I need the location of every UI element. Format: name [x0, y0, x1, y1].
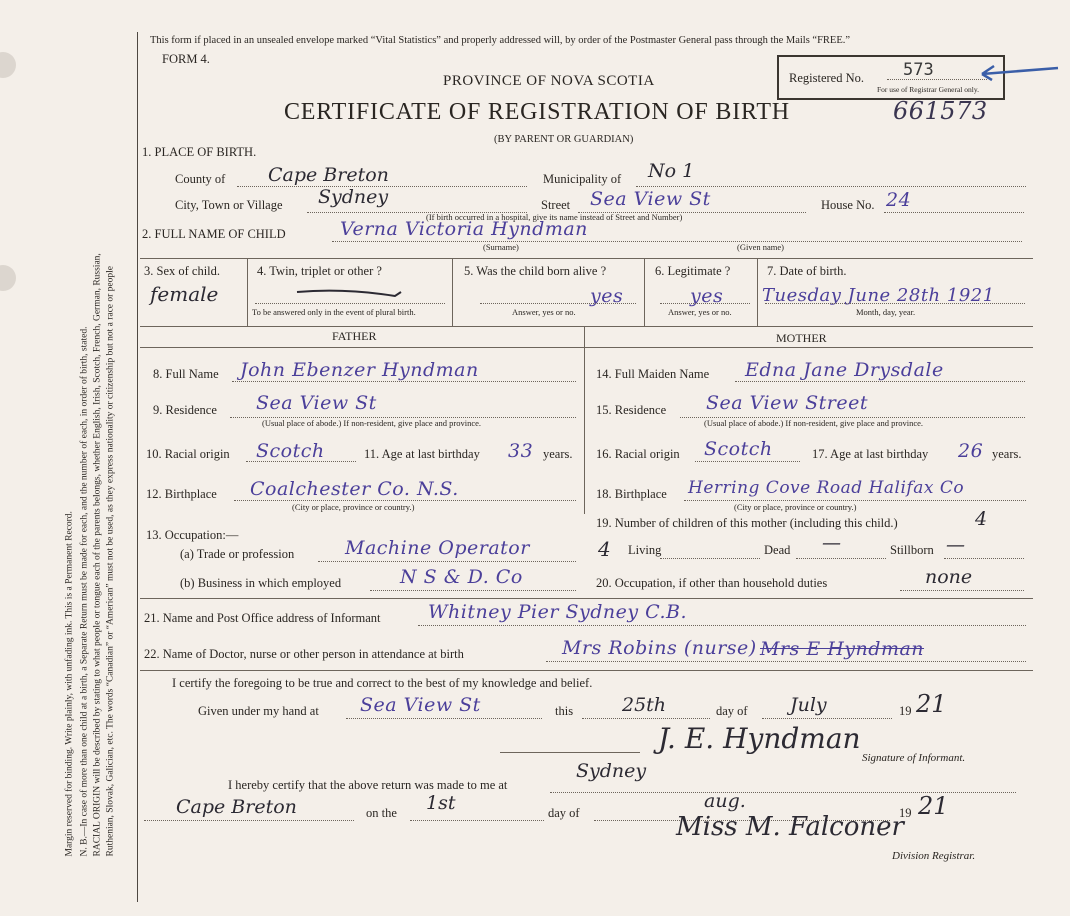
- father-name-label: 8. Full Name: [153, 367, 219, 381]
- city-value: Sydney: [318, 186, 389, 208]
- informant-signature: J. E. Hyndman: [658, 722, 861, 755]
- given-year-prefix: 19: [899, 704, 912, 718]
- mother-name-label: 14. Full Maiden Name: [596, 367, 710, 381]
- child-name-label: 2. FULL NAME OF CHILD: [142, 227, 286, 241]
- mother-occupation-label: 20. Occupation, if other than household duties: [596, 576, 828, 590]
- living-label: Living: [628, 543, 662, 557]
- mother-residence-value: Sea View Street: [706, 392, 868, 414]
- street-note: (If birth occurred in a hospital, give its name instead of Street and Number): [426, 212, 683, 222]
- father-race-value: Scotch: [256, 440, 325, 462]
- this-label: this: [555, 704, 574, 718]
- father-name-value: John Ebenzer Hyndman: [240, 359, 479, 381]
- given-day-of-label: day of: [716, 704, 748, 718]
- alive-note: Answer, yes or no.: [512, 307, 576, 317]
- mother-age-label: 17. Age at last birthday: [812, 447, 929, 461]
- registrar-day-of-label: day of: [548, 806, 580, 820]
- field-line: [410, 820, 544, 821]
- legitimate-value: yes: [690, 285, 724, 307]
- legitimate-note: Answer, yes or no.: [668, 307, 732, 317]
- field-line: [735, 381, 1025, 382]
- legitimate-label: 6. Legitimate ?: [655, 264, 731, 278]
- registered-number: 573: [903, 60, 934, 80]
- given-month-value: July: [790, 694, 827, 716]
- field-line: [500, 752, 640, 753]
- field-line: [480, 303, 636, 304]
- registration-box: [777, 55, 1005, 100]
- on-the-label: on the: [366, 806, 397, 820]
- field-line: [582, 718, 710, 719]
- divider: [757, 258, 758, 326]
- doctor-value: Mrs Robins (nurse): [562, 637, 757, 659]
- birth-date-note: Month, day, year.: [856, 307, 916, 317]
- arrow-mark-icon: [980, 62, 1060, 82]
- mother-occupation-value: none: [925, 566, 973, 588]
- given-label: Given under my hand at: [198, 704, 319, 718]
- field-line: [765, 303, 1025, 304]
- field-line: [900, 590, 1024, 591]
- twin-label: 4. Twin, triplet or other ?: [257, 264, 382, 278]
- margin-note-line: RACIAL ORIGIN will be described by stating to what people or tongue each of the parents belongs, whether English, Irish, Scotch, French, German, Russian,: [92, 253, 103, 857]
- county-value: Cape Breton: [268, 164, 389, 186]
- twin-dash: [295, 286, 405, 302]
- father-residence-note: (Usual place of abode.) If non-resident, give place and province.: [262, 418, 482, 428]
- street-value: Sea View St: [590, 188, 711, 210]
- field-line: [234, 500, 576, 501]
- margin-note-line: Ruthenian, Slovak, Galician, etc. The words “Canadian” or “American” must not be used, as they express nationality or citizenship but not a race or people: [105, 266, 116, 857]
- mother-heading: MOTHER: [776, 331, 827, 345]
- field-line: [660, 558, 760, 559]
- father-years: years.: [543, 447, 573, 461]
- title-handwritten-number: 661573: [893, 97, 988, 125]
- field-line: [762, 718, 892, 719]
- margin-rule: [137, 32, 138, 902]
- children-count-value: 4: [975, 508, 988, 530]
- certify-text: I certify the foregoing to be true and correct to the best of my knowledge and belief.: [172, 676, 593, 690]
- father-age-value: 33: [508, 440, 534, 462]
- divider: [140, 670, 1033, 671]
- doctor-label: 22. Name of Doctor, nurse or other person in attendance at birth: [144, 647, 464, 661]
- street-label: Street: [541, 198, 571, 212]
- father-race-label: 10. Racial origin: [146, 447, 230, 461]
- informant-label: 21. Name and Post Office address of Informant: [144, 611, 381, 625]
- municipality-value: No 1: [648, 160, 695, 182]
- field-line: [796, 558, 886, 559]
- alive-value: yes: [590, 285, 624, 307]
- field-line: [255, 303, 445, 304]
- divider: [452, 258, 453, 326]
- children-count-label: 19. Number of children of this mother (including this child.): [596, 516, 898, 530]
- registrar-place-value: Sydney: [576, 760, 647, 782]
- house-value: 24: [886, 189, 912, 211]
- city-label: City, Town or Village: [175, 198, 283, 212]
- mail-note: This form if placed in an unsealed envelope marked “Vital Statistics” and properly addressed will, by order of the Postmaster General pass through the Mails “FREE.”: [150, 35, 851, 46]
- registrar-day-value: 1st: [426, 792, 456, 814]
- margin-note-line: Margin reserved for binding. Write plainly, with unfading ink. This is a Permanent Record.: [64, 511, 75, 857]
- surname-note: (Surname): [483, 242, 519, 252]
- business-label: (b) Business in which employed: [180, 576, 342, 590]
- sex-label: 3. Sex of child.: [144, 264, 221, 278]
- divider: [140, 258, 1033, 259]
- divider: [644, 258, 645, 326]
- given-year-value: 21: [916, 690, 947, 718]
- father-birthplace-label: 12. Birthplace: [146, 487, 217, 501]
- mother-birthplace-value: Herring Cove Road Halifax Co: [688, 478, 965, 498]
- page-title: CERTIFICATE OF REGISTRATION OF BIRTH: [284, 99, 790, 125]
- field-line: [318, 561, 576, 562]
- occupation-label: 13. Occupation:—: [146, 528, 239, 542]
- father-residence-value: Sea View St: [256, 392, 377, 414]
- father-birthplace-value: Coalchester Co. N.S.: [250, 478, 459, 500]
- registrar-month-value: aug.: [704, 790, 746, 812]
- field-line: [546, 661, 1026, 662]
- business-value: N S & D. Co: [400, 566, 523, 588]
- trade-label: (a) Trade or profession: [180, 547, 295, 561]
- field-line: [660, 303, 750, 304]
- mother-race-label: 16. Racial origin: [596, 447, 680, 461]
- registrar-text: I hereby certify that the above return was made to me at: [228, 778, 508, 792]
- doctor-struck-value: Mrs E Hyndman: [760, 638, 925, 660]
- mother-years: years.: [992, 447, 1022, 461]
- dead-value: —: [822, 532, 841, 554]
- place-heading: 1. PLACE OF BIRTH.: [142, 145, 257, 159]
- divider: [140, 347, 1033, 348]
- field-line: [944, 558, 1024, 559]
- mother-name-value: Edna Jane Drysdale: [745, 359, 944, 381]
- field-line: [346, 718, 542, 719]
- informant-value: Whitney Pier Sydney C.B.: [428, 601, 688, 623]
- field-line: [684, 500, 1026, 501]
- form-number: FORM 4.: [162, 52, 210, 66]
- field-line: [887, 79, 987, 80]
- birth-date-label: 7. Date of birth.: [767, 264, 847, 278]
- alive-label: 5. Was the child born alive ?: [464, 264, 607, 278]
- trade-value: Machine Operator: [345, 537, 530, 559]
- field-line: [636, 186, 1026, 187]
- dead-label: Dead: [764, 543, 791, 557]
- registrar-signature-label: Division Registrar.: [892, 850, 976, 862]
- field-line: [370, 590, 576, 591]
- child-name-value: Verna Victoria Hyndman: [340, 218, 588, 240]
- mother-birthplace-note: (City or place, province or country.): [734, 502, 857, 512]
- divider: [140, 326, 1033, 327]
- divider: [584, 326, 585, 514]
- given-name-note: (Given name): [737, 242, 784, 252]
- margin-note-line: N. B.—In case of more than one child at a birth, a Separate Return must be made for each, and the number of each, in order of birth, stated.: [79, 326, 90, 857]
- registrar-year-prefix: 19: [899, 806, 912, 820]
- registrar-year-value: 21: [918, 792, 949, 820]
- twin-note: To be answered only in the event of plural birth.: [252, 307, 416, 317]
- field-line: [332, 241, 1022, 242]
- province-heading: PROVINCE OF NOVA SCOTIA: [443, 73, 655, 89]
- field-line: [884, 212, 1024, 213]
- mother-race-value: Scotch: [704, 438, 773, 460]
- divider: [247, 258, 248, 326]
- municipality-label: Municipality of: [543, 172, 622, 186]
- sex-value: female: [150, 282, 219, 306]
- field-line: [695, 461, 800, 462]
- mother-age-value: 26: [958, 440, 984, 462]
- mother-residence-label: 15. Residence: [596, 403, 667, 417]
- field-line: [144, 820, 354, 821]
- registered-label: Registered No.: [789, 71, 864, 85]
- field-line: [232, 381, 576, 382]
- stillborn-label: Stillborn: [890, 543, 934, 557]
- informant-signature-label: Signature of Informant.: [862, 752, 966, 764]
- living-value: 4: [598, 537, 611, 561]
- house-label: House No.: [821, 198, 875, 212]
- registrar-signature: Miss M. Falconer: [676, 812, 904, 842]
- stillborn-value: —: [946, 534, 965, 556]
- given-place-value: Sea View St: [360, 694, 481, 716]
- father-residence-label: 9. Residence: [153, 403, 217, 417]
- father-heading: FATHER: [332, 329, 377, 343]
- father-age-label: 11. Age at last birthday: [364, 447, 480, 461]
- birth-date-value: Tuesday June 28th 1921: [762, 285, 995, 306]
- margin-notes: [0, 0, 140, 916]
- registered-note: For use of Registrar General only.: [877, 85, 979, 94]
- father-birthplace-note: (City or place, province or country.): [292, 502, 415, 512]
- county-label: County of: [175, 172, 226, 186]
- mother-residence-note: (Usual place of abode.) If non-resident, give place and province.: [704, 418, 924, 428]
- given-day-value: 25th: [622, 694, 667, 716]
- mother-birthplace-label: 18. Birthplace: [596, 487, 667, 501]
- divider: [140, 598, 1033, 599]
- registrar-county-value: Cape Breton: [176, 796, 297, 818]
- subtitle: (BY PARENT OR GUARDIAN): [494, 134, 634, 145]
- field-line: [418, 625, 1026, 626]
